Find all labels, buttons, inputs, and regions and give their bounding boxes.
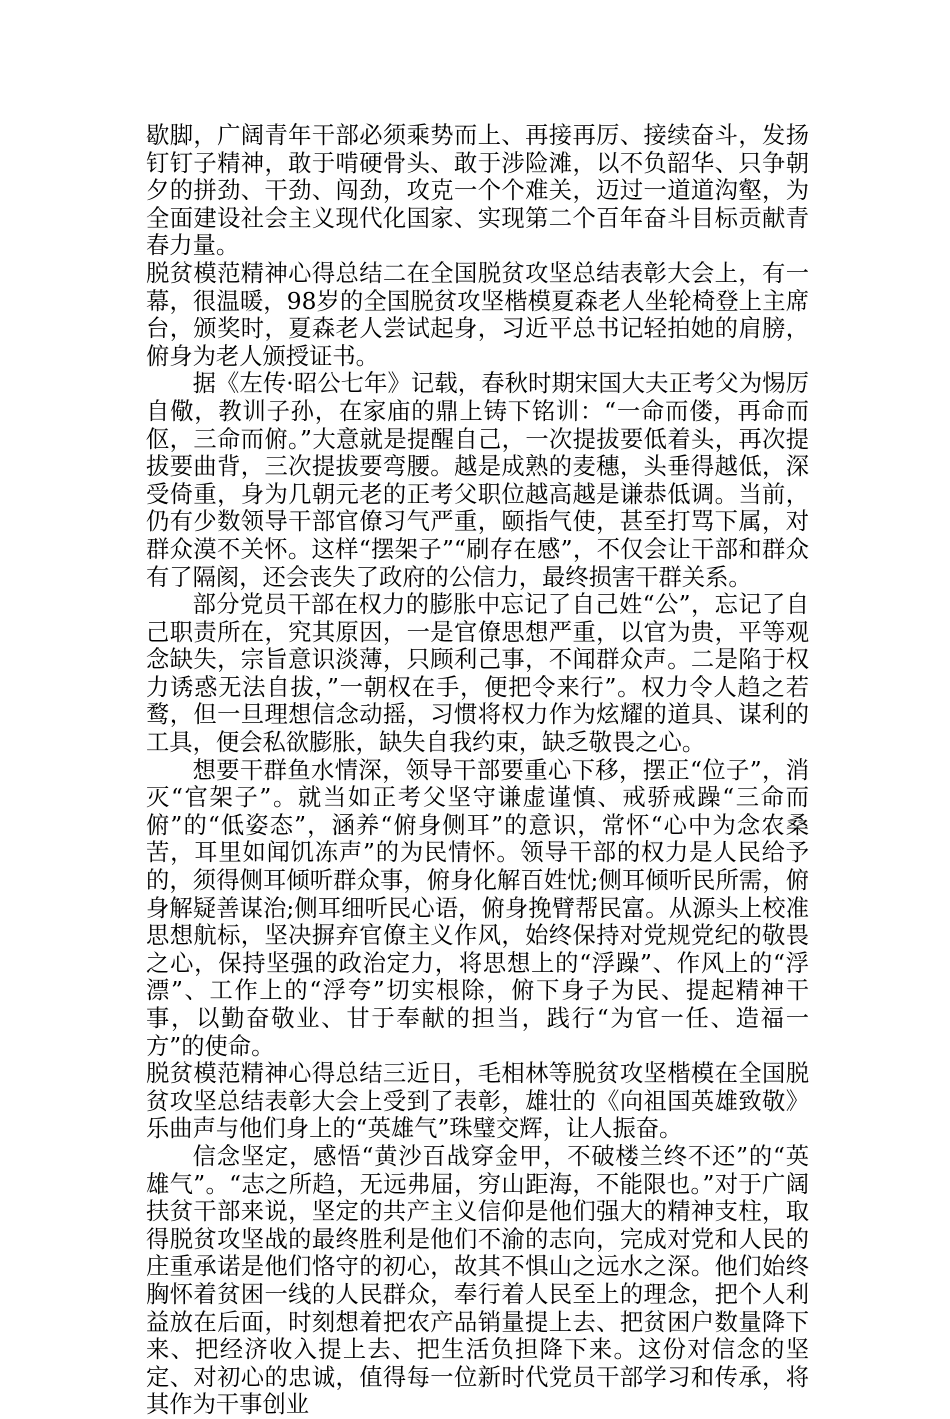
paragraph-2: 脱贫模范精神心得总结二在全国脱贫攻坚总结表彰大会上，有一幕，很温暖，98岁的全国脱贫攻坚楷模夏森老人坐轮椅登上主席台，颁奖时，夏森老人尝试起身，习近平总书记轻拍她的肩膀，俯身为老人颁授证书。 — [146, 259, 809, 370]
paragraph-6: 脱贫模范精神心得总结三近日，毛相林等脱贫攻坚楷模在全国脱贫攻坚总结表彰大会上受到了表彰，雄壮的《向祖国英雄致敬》乐曲声与他们身上的“英雄气”珠璧交辉，让人振奋。 — [146, 1060, 809, 1143]
paragraph-5: 想要干群鱼水情深，领导干部要重心下移，摆正“位子”，消灭“官架子”。就当如正考父坚守谦虚谨慎、戒骄戒躁“三命而俯”的“低姿态”，涵养“俯身侧耳”的意识，常怀“心中为念农桑苦，耳里如闻饥冻声”的为民情怀。领导干部的权力是人民给予的，须得侧耳倾听群众事，俯身化解百姓忧;侧耳倾听民所需，俯身解疑善谋治;侧耳细听民心语，俯身挽臂帮民富。从源头上校准思想航标，坚决摒弃官僚主义作风，始终保持对党规党纪的敬畏之心，保持坚强的政治定力，将思想上的“浮躁”、作风上的“浮漂”、工作上的“浮夸”切实根除，俯下身子为民、提起精神干事，以勤奋敬业、甘于奉献的担当，践行“为官一任、造福一方”的使命。 — [146, 756, 809, 1060]
paragraph-4: 部分党员干部在权力的膨胀中忘记了自己姓“公”，忘记了自己职责所在，究其原因，一是官僚思想严重，以官为贵，平等观念缺失，宗旨意识淡薄，只顾利己事，不闻群众声。二是陷于权力诱惑无法自拔，”一朝权在手，便把令来行”。权力令人趋之若鹜，但一旦理想信念动摇，习惯将权力作为炫耀的道具、谋利的工具，便会私欲膨胀，缺失自我约束，缺乏敬畏之心。 — [146, 591, 809, 757]
paragraph-1: 歇脚，广阔青年干部必须乘势而上、再接再厉、接续奋斗，发扬钉钉子精神，敢于啃硬骨头、敢于涉险滩，以不负韶华、只争朝夕的拼劲、干劲、闯劲，攻克一个个难关，迈过一道道沟壑，为全面建设社会主义现代化国家、实现第二个百年奋斗目标贡献青春力量。 — [146, 122, 809, 260]
paragraph-7: 信念坚定，感悟“黄沙百战穿金甲，不破楼兰终不还”的“英雄气”。“志之所趋，无远弗届，穷山距海，不能限也。”对于广阔扶贫干部来说，坚定的共产主义信仰是他们强大的精神支柱，取得脱贫攻坚战的最终胜利是他们不渝的志向，完成对党和人民的庄重承诺是他们恪守的初心，故其不惧山之远水之深。他们始终胸怀着贫困一线的人民群众，奉行着人民至上的理念，把个人利益放在后面，时刻想着把农产品销量提上去、把贫困户数量降下来、把经济收入提上去、把生活负担降下来。这份对信念的坚定、对初心的忠诚，值得每一位新时代党员干部学习和传承，将其作为干事创业 — [146, 1142, 809, 1419]
paragraph-3: 据《左传·昭公七年》记载，春秋时期宋国大夫正考父为惕厉自儆，教训子孙，在家庙的鼎上铸下铭训：“一命而偻，再命而伛，三命而俯。”大意就是提醒自己，一次提拔要低着头，再次提拔要曲背，三次提拔要弯腰。越是成熟的麦穗，头垂得越低，深受倚重，身为几朝元老的正考父职位越高越是谦恭低调。当前，仍有少数领导干部官僚习气严重，颐指气使，甚至打骂下属，对群众漠不关怀。这样“摆架子”“刷存在感”，不仅会让干部和群众有了隔阂，还会丧失了政府的公信力，最终损害干群关系。 — [146, 370, 809, 591]
document-body — [146, 122, 809, 1419]
